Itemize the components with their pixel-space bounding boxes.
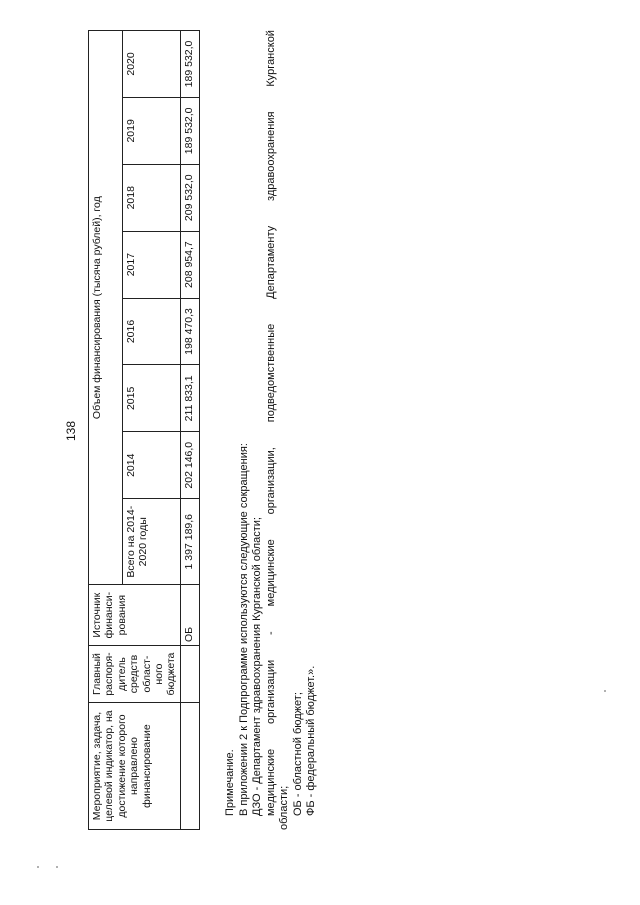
row-manager <box>180 645 199 702</box>
header-total: Всего на 2014-2020 годы <box>122 499 180 585</box>
note-word: подведомственные <box>264 323 277 423</box>
header-year: 2019 <box>122 97 180 164</box>
note-word: Курганской <box>264 30 277 87</box>
rotated-content <box>88 30 338 830</box>
table-row <box>180 31 199 830</box>
notes-block <box>224 30 319 830</box>
notes-line: ОБ - областной бюджет; <box>291 692 304 816</box>
note-word: медицинские <box>264 539 277 607</box>
row-value: 202 146,0 <box>180 432 199 499</box>
note-word: организации <box>264 659 277 724</box>
row-activity <box>180 703 199 830</box>
financing-table <box>88 30 200 830</box>
header-row-1 <box>89 31 123 830</box>
scan-speck <box>37 866 39 868</box>
notes-heading: Примечание. <box>224 749 236 816</box>
header-year: 2016 <box>122 298 180 365</box>
header-year: 2017 <box>122 231 180 298</box>
note-word: организации, <box>264 447 277 515</box>
header-manager: Главный распоря- дитель средств област- ного бюджета <box>89 645 181 702</box>
header-source: Источник финанси- рования <box>89 585 181 646</box>
note-word: здравоохранения <box>264 111 277 201</box>
row-value: 198 470,3 <box>180 298 199 365</box>
scan-speck <box>56 866 58 868</box>
row-value: 209 532,0 <box>180 164 199 231</box>
notes-line: области; <box>278 785 290 830</box>
notes-line: В приложении 2 к Подпрограмме используются следующие сокращения: <box>237 443 250 816</box>
notes-line: ДЗО - Департамент здравоохранения Курганской области; <box>251 517 263 816</box>
header-year: 2018 <box>122 164 180 231</box>
header-year: 2020 <box>122 31 180 98</box>
notes-justified-line <box>265 30 279 830</box>
notes-line: ФБ - федеральный бюджет.». <box>305 665 317 816</box>
scan-speck <box>604 690 606 692</box>
row-total: 1 397 189,6 <box>180 499 199 585</box>
header-activity: Мероприятие, задача, целевой индикатор, на достижение которого направлено финансирование <box>89 703 181 830</box>
row-value: 208 954,7 <box>180 231 199 298</box>
row-value: 211 833,1 <box>180 365 199 432</box>
row-value: 189 532,0 <box>180 97 199 164</box>
note-word: Департаменту <box>264 225 277 299</box>
note-word: - <box>264 631 277 635</box>
row-value: 189 532,0 <box>180 31 199 98</box>
note-word: медицинские <box>264 748 277 816</box>
row-source: ОБ <box>180 585 199 646</box>
header-volume-group: Объем финансирования (тысяча рублей), год <box>89 31 123 585</box>
page-number: 138 <box>64 420 78 442</box>
header-year: 2015 <box>122 365 180 432</box>
header-year: 2014 <box>122 432 180 499</box>
